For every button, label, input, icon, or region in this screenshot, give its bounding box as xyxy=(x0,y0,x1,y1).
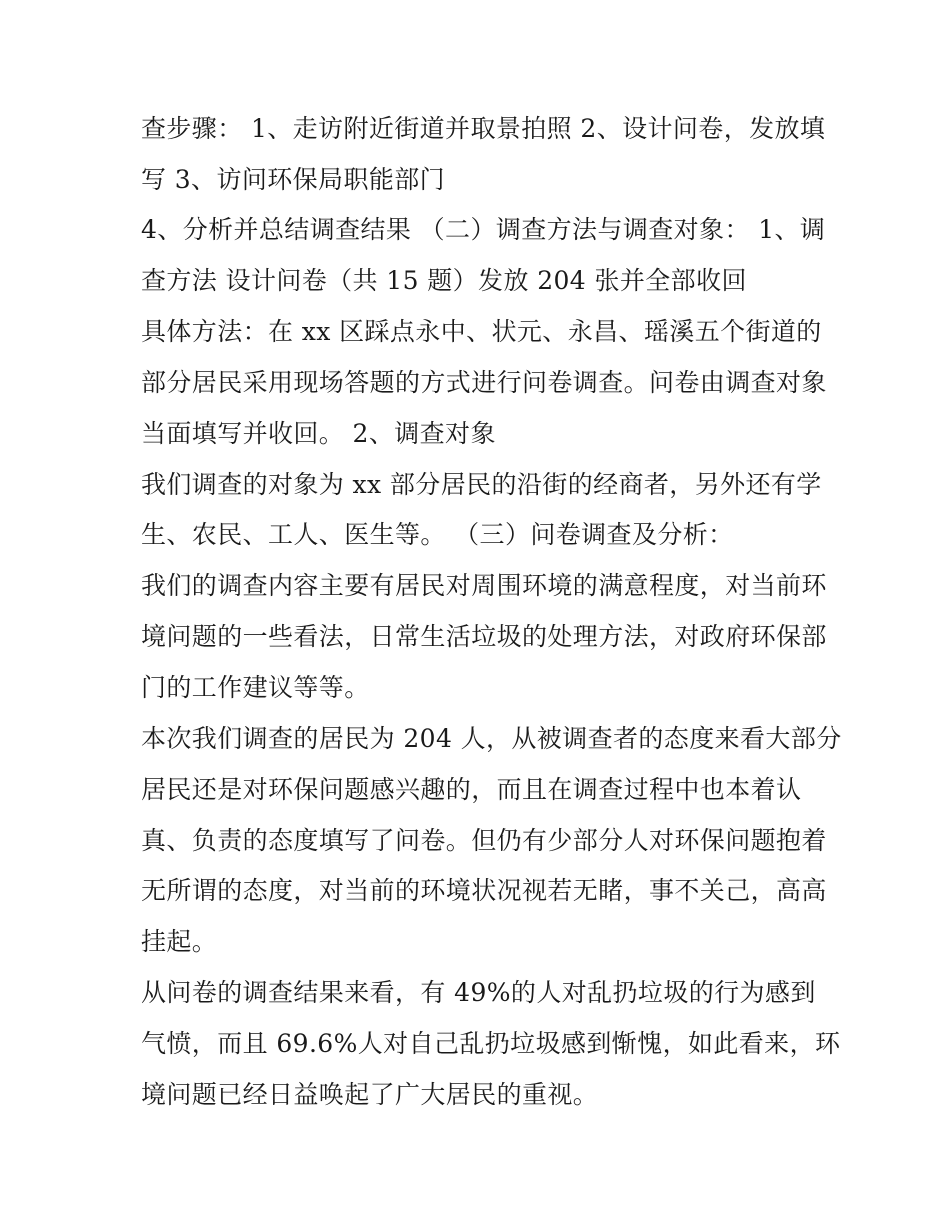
text-line: 4、分析并总结调查结果 （二）调查方法与调查对象： 1、调 xyxy=(141,215,826,244)
text-line: 当面填写并收回。 2、调查对象 xyxy=(141,419,496,448)
text-line: 居民还是对环保问题感兴趣的，而且在调查过程中也本着认 xyxy=(141,775,802,804)
text-line: 查方法 设计问卷（共 15 题）发放 204 张并全部收回 xyxy=(141,266,747,295)
text-line: 真、负责的态度填写了问卷。但仍有少部分人对环保问题抱着 xyxy=(141,826,827,855)
text-line: 查步骤： 1、走访附近街道并取景拍照 2、设计问卷，发放填 xyxy=(141,114,826,143)
text-line: 气愤，而且 69.6%人对自己乱扔垃圾感到惭愧，如此看来，环 xyxy=(141,1029,841,1058)
text-line: 境问题的一些看法，日常生活垃圾的处理方法，对政府环保部 xyxy=(141,622,827,651)
text-line: 从问卷的调查结果来看，有 49%的人对乱扔垃圾的行为感到 xyxy=(141,978,816,1007)
text-line: 写 3、访问环保局职能部门 xyxy=(141,165,446,194)
text-line: 本次我们调查的居民为 204 人，从被调查者的态度来看大部分 xyxy=(141,724,842,753)
text-line: 部分居民采用现场答题的方式进行问卷调查。问卷由调查对象 xyxy=(141,368,827,397)
text-line: 挂起。 xyxy=(141,927,218,956)
text-line: 无所谓的态度，对当前的环境状况视若无睹，事不关己，高高 xyxy=(141,876,827,905)
text-line: 门的工作建议等等。 xyxy=(141,673,370,702)
text-line: 境问题已经日益唤起了广大居民的重视。 xyxy=(141,1080,599,1109)
text-line: 生、农民、工人、医生等。 （三）问卷调查及分析： xyxy=(141,520,734,549)
text-line: 我们调查的对象为 xx 部分居民的沿街的经商者，另外还有学 xyxy=(141,470,822,499)
text-line: 具体方法：在 xx 区踩点永中、状元、永昌、瑶溪五个街道的 xyxy=(141,317,822,346)
text-line: 我们的调查内容主要有居民对周围环境的满意程度，对当前环 xyxy=(141,571,827,600)
